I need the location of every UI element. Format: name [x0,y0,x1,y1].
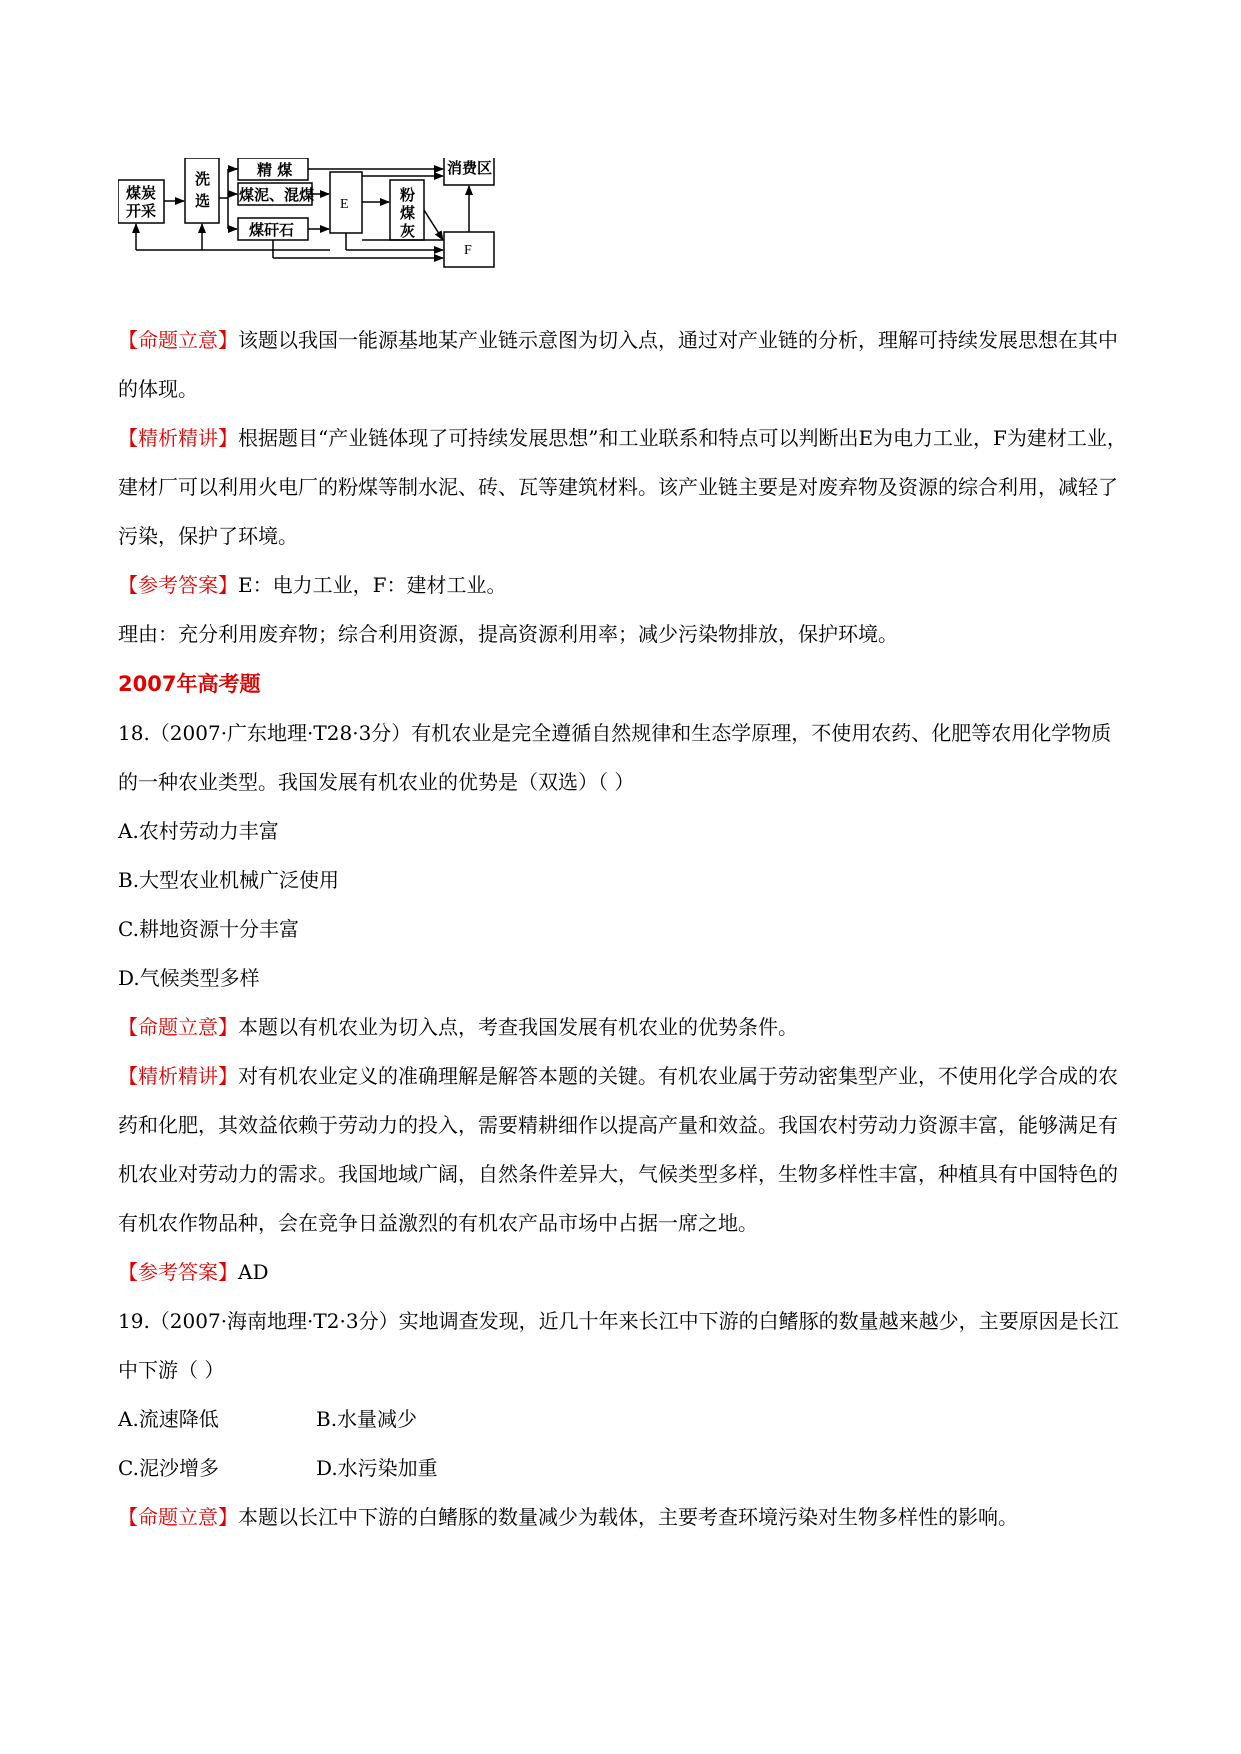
label-jingmei: 精 煤 [257,161,293,179]
reason-paragraph [118,610,1128,659]
answer-text: E：电力工业，F：建材工业。 [238,573,507,597]
intent-paragraph [118,316,1128,414]
label-washing-2: 选 [195,192,211,210]
label-coal-mining-1: 煤炭 [126,184,157,202]
answer-paragraph [118,561,1128,610]
q19-stem: 19.（2007·海南地理·T2·3分）实地调查发现，近几十年来长江中下游的白鳍豚的数量越来越少，主要原因是长江中下游（ ） [118,1309,1119,1382]
q18-option-b: B.大型农业机械广泛使用 [118,868,340,892]
label-meini: 煤泥、混煤 [239,186,315,204]
year-heading: 2007年高考题 [118,672,261,696]
label-f: F [464,243,472,258]
q19-intent [118,1493,1128,1542]
q18-analysis-tag: 【精析精讲】 [118,1064,238,1088]
q19-options-row-1 [118,1395,1128,1444]
industry-chain-svg [118,158,558,304]
q19-option-b: B.水量减少 [316,1407,418,1431]
industry-chain-diagram [118,158,558,304]
intent-text: 该题以我国一能源基地某产业链示意图为切入点，通过对产业链的分析，理解可持续发展思想在其中的体现。 [118,328,1118,401]
reason-text: 理由：充分利用废弃物；综合利用资源，提高资源利用率；减少污染物排放，保护环境。 [118,622,898,646]
q18-option-d: D.气候类型多样 [118,966,260,990]
q19-options-row-2 [118,1444,1128,1493]
label-washing-1: 洗 [195,170,211,188]
label-fenmeihui-3: 灰 [400,222,416,240]
q19-option-d: D.水污染加重 [316,1456,438,1480]
q18-intent [118,1003,1128,1052]
q18-intent-tag: 【命题立意】 [118,1015,238,1039]
label-consumer: 消费区 [447,159,493,177]
q19-option-a: A.流速降低 [118,1407,219,1431]
q19-option-c: C.泥沙增多 [118,1456,219,1480]
analysis-tag: 【精析精讲】 [118,426,238,450]
q19-intent-text: 本题以长江中下游的白鳍豚的数量减少为载体，主要考查环境污染对生物多样性的影响。 [238,1505,1018,1529]
box-washing [185,158,219,223]
label-fenmeihui-1: 粉 [400,186,416,204]
q18-intent-text: 本题以有机农业为切入点，考查我国发展有机农业的优势条件。 [238,1015,798,1039]
intent-tag: 【命题立意】 [118,328,238,352]
q18-stem: 18.（2007·广东地理·T28·3分）有机农业是完全遵循自然规律和生态学原理，不使用农药、化肥等农用化学物质的一种农业类型。我国发展有机农业的优势是（双选）（ ） [118,721,1112,794]
main-content [118,316,1128,1542]
q18-answer [118,1248,1128,1297]
label-meiganshi: 煤矸石 [249,221,295,239]
q18-answer-tag: 【参考答案】 [118,1260,238,1284]
label-e: E [340,197,349,212]
q18-analysis-text: 对有机农业定义的准确理解是解答本题的关键。有机农业属于劳动密集型产业，不使用化学合成的农药和化肥，其效益依赖于劳动力的投入，需要精耕细作以提高产量和效益。我国农村劳动力资源丰富，能够满足有机农业对劳动力的需求。我国地域广阔，自然条件差异大，气候类型多样，生物多样性丰富，种植具有中国特色的有机农作物品种，会在竞争日益激烈的有机农产品市场中占据一席之地。 [118,1064,1118,1235]
label-fenmeihui-2: 煤 [400,204,416,222]
q19-intent-tag: 【命题立意】 [118,1505,238,1529]
q18-answer-text: AD [238,1260,269,1284]
answer-tag: 【参考答案】 [118,573,238,597]
label-coal-mining-2: 开采 [126,202,157,220]
q18-option-c: C.耕地资源十分丰富 [118,917,299,941]
q18-option-a: A.农村劳动力丰富 [118,819,279,843]
analysis-text: 根据题目“产业链体现了可持续发展思想”和工业联系和特点可以判断出E为电力工业，F为建材工业，建材厂可以利用火电厂的粉煤等制水泥、砖、瓦等建筑材料。该产业链主要是对废弃物及资源的综合利用，减轻了污染，保护了环境。 [118,426,1127,548]
q18-analysis [118,1052,1128,1248]
analysis-paragraph [118,414,1128,561]
